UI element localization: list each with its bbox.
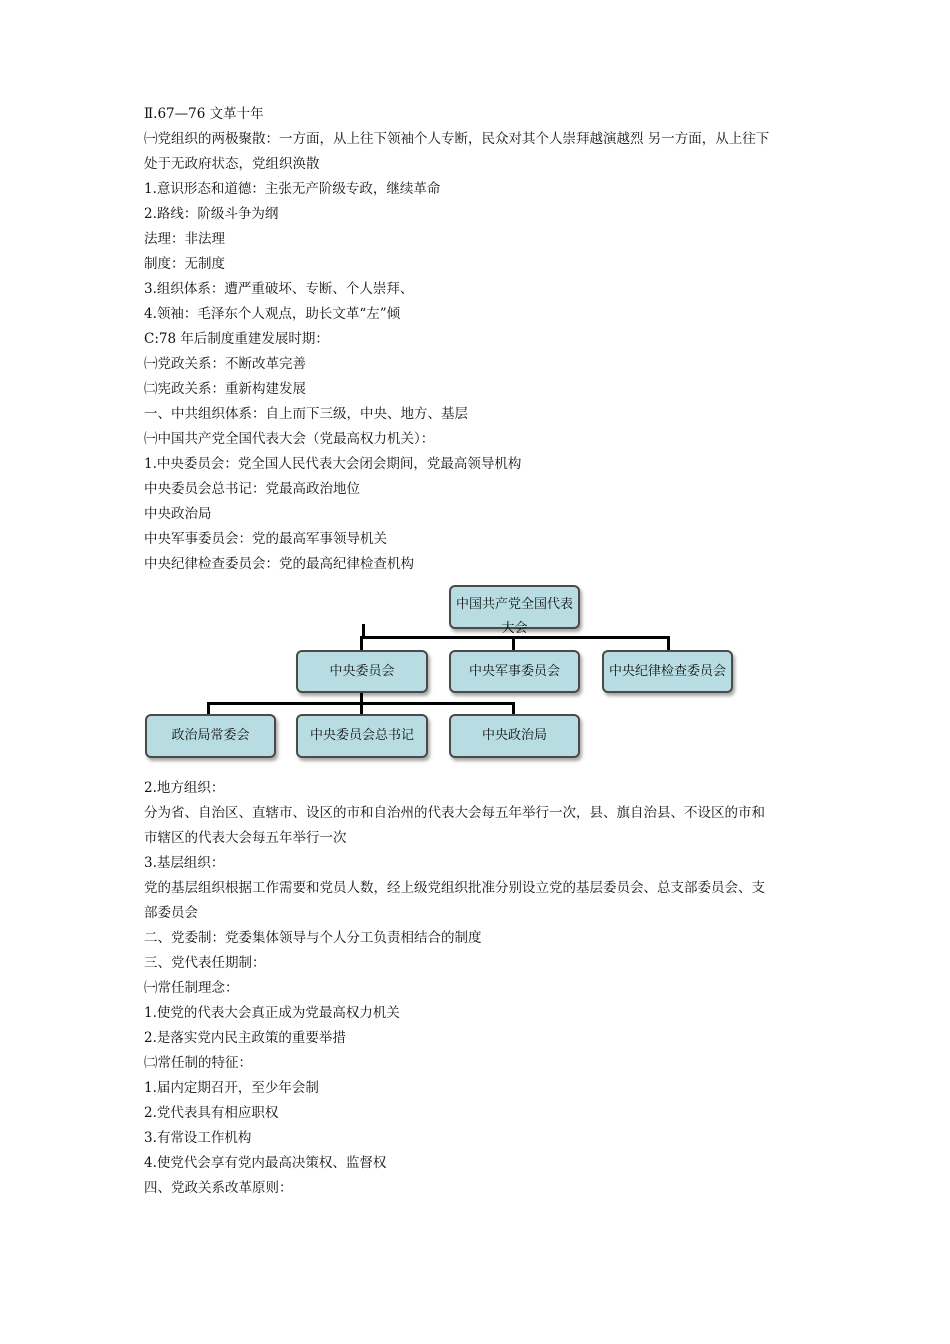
org-node-politburo: 中央政治局 xyxy=(449,714,580,758)
org-node-politburo-standing-committee: 政治局常委会 xyxy=(145,714,276,758)
text-line: 4.领袖：毛泽东个人观点，助长文革“左”倾 xyxy=(144,306,401,322)
text-line: C:78 年后制度重建发展时期： xyxy=(144,331,329,347)
text-line: 2.党代表具有相应职权 xyxy=(144,1105,279,1121)
text-line: 4.使党代会享有党内最高决策权、监督权 xyxy=(144,1155,387,1171)
text-line: 3.有常设工作机构 xyxy=(144,1130,252,1146)
text-line: 四、党政关系改革原则： xyxy=(144,1180,293,1196)
org-chart xyxy=(140,580,740,765)
text-line: Ⅱ.67—76 文革十年 xyxy=(144,106,264,122)
text-line: ㈡常任制的特征： xyxy=(144,1055,252,1071)
text-line: 二、党委制：党委集体领导与个人分工负责相结合的制度 xyxy=(144,930,482,946)
text-line: 1.届内定期召开，至少年会制 xyxy=(144,1080,319,1096)
text-line: 3.组织体系：遭严重破坏、专断、个人崇拜、 xyxy=(144,281,414,297)
text-line: 1.中央委员会：党全国人民代表大会闭会期间，党最高领导机构 xyxy=(144,456,522,472)
org-node-military-commission: 中央军事委员会 xyxy=(449,650,580,693)
text-line: 制度：无制度 xyxy=(144,256,225,272)
org-node-discipline-commission: 中央纪律检查委员会 xyxy=(602,650,733,693)
text-line: 2.路线：阶级斗争为纲 xyxy=(144,206,279,222)
text-line: 中央委员会总书记：党最高政治地位 xyxy=(144,481,360,497)
text-line: ㈡宪政关系：重新构建发展 xyxy=(144,381,306,397)
text-line: 部委员会 xyxy=(144,905,198,921)
text-line: 一、中共组织体系：自上而下三级，中央、地方、基层 xyxy=(144,406,468,422)
org-node-central-committee: 中央委员会 xyxy=(296,650,428,693)
text-line: 2.地方组织： xyxy=(144,780,225,796)
text-line: ㈠中国共产党全国代表大会（党最高权力机关）： xyxy=(144,431,435,447)
text-line: 中央政治局 xyxy=(144,506,212,522)
text-line: 1.意识形态和道德：主张无产阶级专政，继续革命 xyxy=(144,181,441,197)
org-node-general-secretary: 中央委员会总书记 xyxy=(296,714,428,758)
text-line: 市辖区的代表大会每五年举行一次 xyxy=(144,830,347,846)
text-line: 分为省、自治区、直辖市、设区的市和自治州的代表大会每五年举行一次，县、旗自治县、不设区的市和 xyxy=(144,805,765,821)
text-line: 3.基层组织： xyxy=(144,855,225,871)
text-line: 中央纪律检查委员会：党的最高纪律检查机构 xyxy=(144,556,414,572)
text-line: 三、党代表任期制： xyxy=(144,955,266,971)
text-line: 党的基层组织根据工作需要和党员人数，经上级党组织批准分别设立党的基层委员会、总支部委员会、支 xyxy=(144,880,765,896)
text-line: ㈠常任制理念： xyxy=(144,980,239,996)
text-line: ㈠党组织的两极聚散：一方面，从上往下领袖个人专断，民众对其个人崇拜越演越烈 另一方面，从上往下 xyxy=(144,131,770,147)
text-line: 法理：非法理 xyxy=(144,231,225,247)
text-line: 1.使党的代表大会真正成为党最高权力机关 xyxy=(144,1005,400,1021)
org-node-national-congress: 中国共产党全国代表大会 xyxy=(449,585,580,629)
text-line: ㈠党政关系：不断改革完善 xyxy=(144,356,306,372)
text-line: 中央军事委员会：党的最高军事领导机关 xyxy=(144,531,387,547)
text-line: 处于无政府状态，党组织涣散 xyxy=(144,156,320,172)
text-line: 2.是落实党内民主政策的重要举措 xyxy=(144,1030,346,1046)
